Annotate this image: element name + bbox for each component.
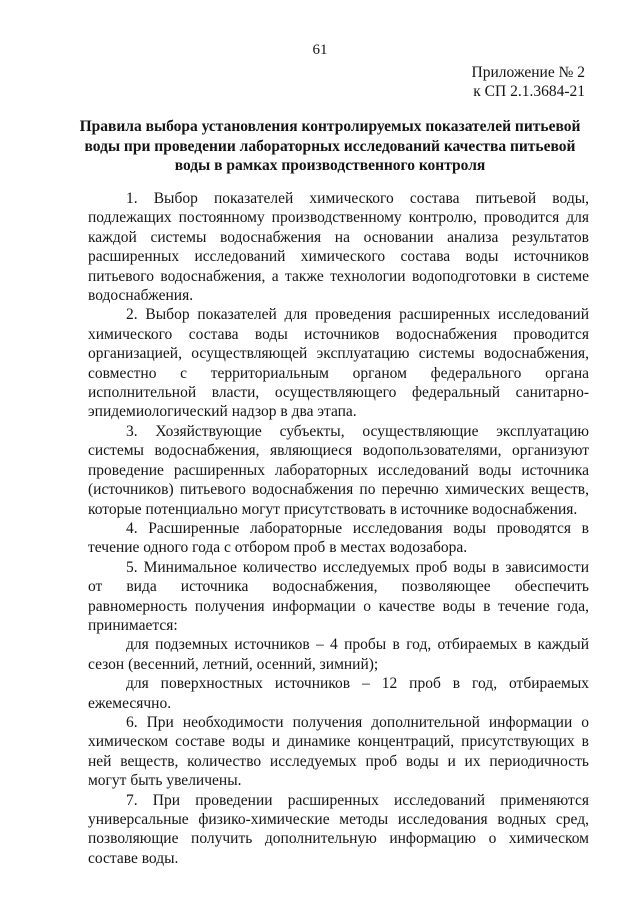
appendix-label: Приложение № 2 <box>471 64 585 81</box>
paragraph-4: 4. Расширенные лабораторные исследования воды проводятся в течение одного года с отбором проб в местах водозабора. <box>88 519 589 557</box>
paragraph-5-surface: для поверхностных источников – 12 проб в год, отбираемых ежемесячно. <box>88 675 589 712</box>
paragraph-2: 2. Выбор показателей для проведения расширенных исследований химического состава воды источников водоснабжения проводится организацией, осуществляющей эксплуатацию системы водоснабжения, совместно с территориальным органом федерального органа исполнительной власти, осуществляющего федеральный санитарно-эпидемиологический надзор в два этапа. <box>88 306 589 421</box>
paragraph-6: 6. При необходимости получения дополнительной информации о химическом составе воды и динамике концентраций, присутствующих в ней веществ, количество исследуемых проб воды и их периодичность могут быть увеличены. <box>88 713 589 790</box>
paragraph-3: 3. Хозяйствующие субъекты, осуществляющие эксплуатацию системы водоснабжения, являющиеся водопользователями, организуют проведение расширенных лабораторных исследований воды источника (источников) питьевого водоснабжения по перечню химических веществ, которые потенциально могут присутствовать в источнике водоснабжения. <box>88 422 589 518</box>
page-number: 61 <box>312 42 328 58</box>
paragraph-7: 7. При проведении расширенных исследований применяются универсальные физико-химические методы исследования водных сред, позволяющие получить дополнительную информацию о химическом составе воды. <box>88 791 589 867</box>
appendix-reference <box>472 63 585 101</box>
appendix-document-code: к СП 2.1.3684-21 <box>473 83 585 100</box>
title-line-2: воды при проведении лабораторных исследований качества питьевой <box>84 137 576 155</box>
title-line-1: Правила выбора установления контролируемых показателей питьевой <box>79 118 581 135</box>
paragraph-5: 5. Минимальное количество исследуемых проб воды в зависимости от вида источника водоснабжения, позволяющее обеспечить равномерность получения информации о качестве воды в течение года, принимается: <box>88 558 589 634</box>
document-body <box>88 189 589 868</box>
paragraph-1: 1. Выбор показателей химического состава питьевой воды, подлежащих постоянному производственному контролю, проводится для каждой системы водоснабжения на основании анализа результатов расширенных исследований химического состава воды источников питьевого водоснабжения, а также технологии водоподготовки в системе водоснабжения. <box>88 190 589 305</box>
paragraph-5-groundwater: для подземных источников – 4 пробы в год, отбираемых в каждый сезон (весенний, летний, осенний, зимний); <box>88 636 589 673</box>
title-line-3: воды в рамках производственного контроля <box>174 157 486 174</box>
document-title <box>70 117 590 176</box>
